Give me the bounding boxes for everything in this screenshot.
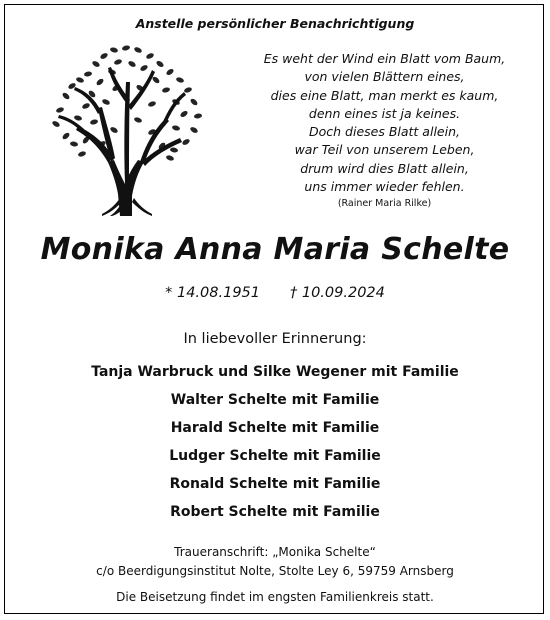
poem-line: drum wird dies Blatt allein, [300,160,469,176]
burial-note: Die Beisetzung findet im engsten Familienkreis statt. [116,590,434,604]
mourner-entry: Robert Schelte mit Familie [170,504,380,520]
poem-line: war Teil von unserem Leben, [294,142,475,158]
notice-header: Anstelle persönlicher Benachrichtigung [135,16,415,31]
mourner-entry: Tanja Warbruck und Silke Wegener mit Familie [91,364,459,380]
address-line-2: c/o Beerdigungsinstitut Nolte, Stolte Ley 6, 59759 Arnsberg [96,564,454,578]
deceased-name: Monika Anna Maria Schelte [40,232,510,267]
poem-author: (Rainer Maria Rilke) [337,198,432,210]
death-date: † 10.09.2024 [290,285,385,301]
address-line-1: Traueranschrift: „Monika Schelte“ [174,545,376,559]
poem [262,50,507,211]
tree-icon [52,44,202,216]
mourning-address [0,543,550,581]
poem-line: uns immer wieder fehlen. [304,179,465,195]
birth-date: * 14.08.1951 [165,285,260,301]
life-dates [0,285,550,301]
remembrance-intro: In liebevoller Erinnerung: [183,331,367,347]
poem-line: Es weht der Wind ein Blatt vom Baum, [263,51,506,66]
poem-line: von vielen Blättern eines, [304,69,465,85]
mourner-entry: Ludger Schelte mit Familie [169,448,381,464]
mourner-entry: Harald Schelte mit Familie [170,420,380,436]
poem-line: dies eine Blatt, man merkt es kaum, [270,87,499,103]
poem-line: Doch dieses Blatt allein, [309,124,460,140]
mourner-entry: Ronald Schelte mit Familie [169,476,381,492]
mourners-list [0,361,550,529]
mourner-entry: Walter Schelte mit Familie [170,392,380,408]
poem-line: denn eines ist ja keines. [308,105,461,121]
